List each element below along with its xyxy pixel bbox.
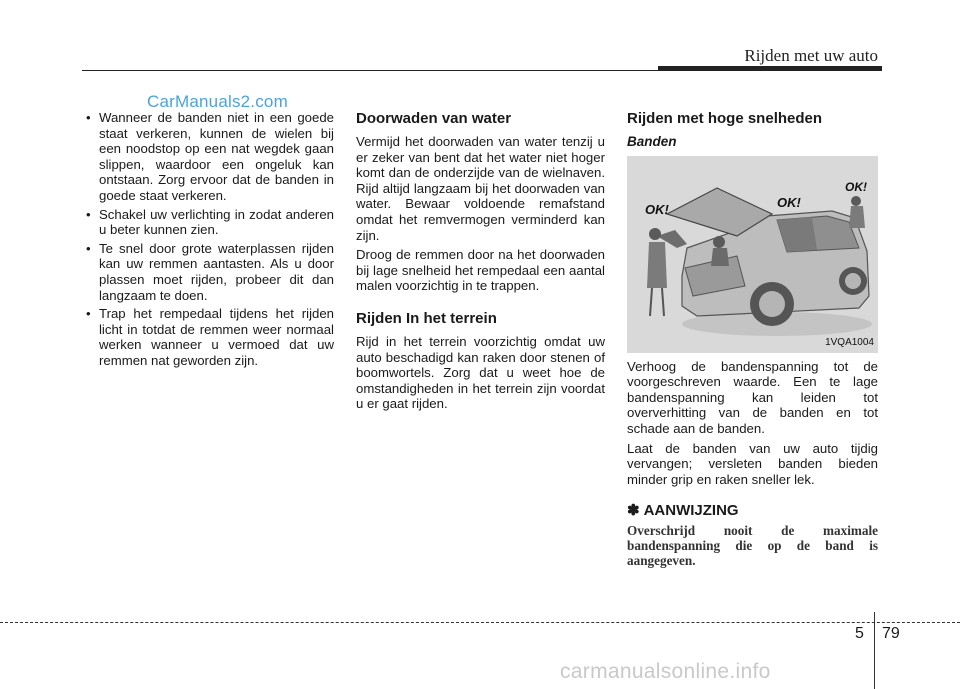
column-middle	[356, 110, 605, 416]
page-number: 79	[882, 625, 900, 642]
note-star-icon: ✽	[627, 502, 640, 520]
figure-caption: 1VQA1004	[825, 337, 874, 348]
footer-divider	[874, 612, 875, 689]
car-illustration	[627, 156, 878, 353]
note-body: Overschrijd nooit de maximale bandenspanning die op de band is aangegeven.	[627, 522, 878, 568]
paragraph: Verhoog de bandenspanning tot de voorgeschreven waarde. Een te lage bandenspanning kan leiden tot oververhitting van de banden en tot schade aan de banden.	[627, 358, 878, 436]
section-heading-water: Doorwaden van water	[356, 110, 512, 127]
note-title-text: AANWIJZING	[643, 502, 739, 520]
note-title	[627, 503, 878, 519]
column-right	[627, 110, 878, 568]
paragraph: Droog de remmen door na het doorwaden bij lage snelheid het rempedaal een aantal malen voorzichtig in te trappen.	[356, 247, 605, 294]
list-item: • Trap het rempedaal tijdens het rijden licht in totdat de remmen weer normaal werken wanneer u vermoed dat uw remmen nat geworden zijn.	[84, 306, 334, 368]
ok-label: OK!	[845, 179, 867, 194]
header-rule-accent	[658, 66, 882, 71]
list-item: • Wanneer de banden niet in een goede staat verkeren, kunnen de wielen bij een noodstop op een nat wegdek gaan slippen, waardoor een ongeluk kan ontstaan. Zorg ervoor dat de banden in goede staat verkeren.	[84, 110, 334, 204]
paragraph: Laat de banden van uw auto tijdig vervangen; versleten banden bieden minder grip en raken sneller lek.	[627, 440, 878, 487]
list-item: • Te snel door grote waterplassen rijden kan uw remmen aantasten. Als u door plassen moet rijden, probeer dit dan langzaam te doen.	[84, 241, 334, 303]
ok-label: OK!	[645, 201, 669, 217]
watermark-top: CarManuals2.com	[147, 92, 288, 111]
running-header: Rijden met uw auto	[744, 46, 878, 65]
section-heading-terrain: Rijden In het terrein	[356, 309, 497, 327]
list-item: • Schakel uw verlichting in zodat anderen u beter kunnen zien.	[84, 207, 334, 238]
section-number: 5	[855, 625, 864, 642]
footer-rule	[0, 622, 960, 623]
paragraph: Vermijd het doorwaden van water tenzij u er zeker van bent dat het water niet hoger komt dan de onderzijde van de wielnaven. Rijd altijd langzaam bij het doorwaden van water. Bewaar voldoende remafstand omdat het remvermogen verminderd kan zijn.	[356, 134, 605, 243]
paragraph: Rijd in het terrein voorzichtig omdat uw auto beschadigd kan raken door stenen of boomwortels. Zorg dat u weet hoe de omstandigheden in het terrein zijn voordat u er gaat rijden.	[356, 333, 605, 412]
ok-label: OK!	[777, 194, 801, 210]
section-heading-speed: Rijden met hoge snelheden	[627, 110, 823, 127]
car-with-people-image	[627, 156, 878, 353]
watermark-bottom: carmanualsonline.info	[560, 660, 771, 683]
subheading-tires: Banden	[627, 134, 677, 149]
column-left	[84, 110, 334, 372]
bullet-list	[84, 110, 334, 369]
